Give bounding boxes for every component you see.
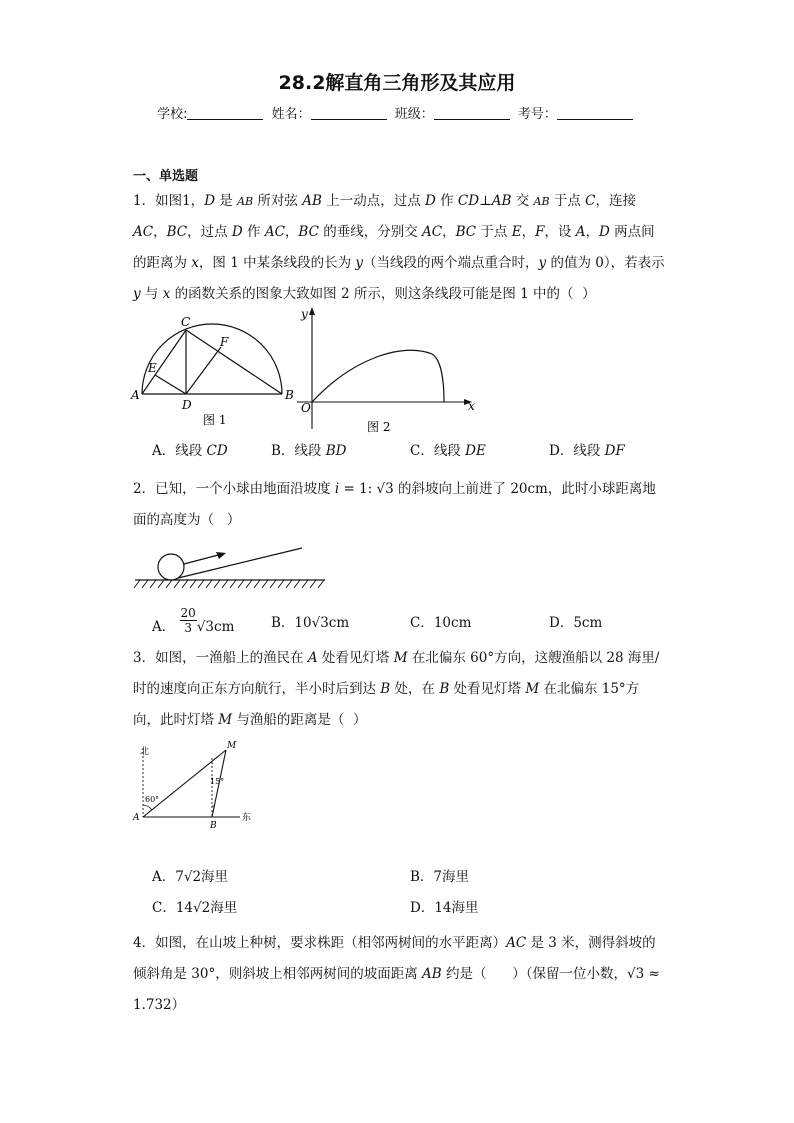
label-A: A: [133, 813, 140, 823]
label-A: A: [131, 388, 140, 402]
question-2-text: 2．已知，一个小球由地面沿坡度 i = 1: √3 的斜坡向上前进了 20cm，此时小球距离地面的高度为（ ）: [133, 481, 656, 528]
east-label: 东: [242, 813, 252, 823]
question-number: 1．: [133, 193, 156, 209]
label-B: B: [210, 821, 217, 831]
figure-1-caption: 图 1: [203, 413, 227, 427]
question-4-text: 4．如图，在山坡上种树，要求株距（相邻两树间的水平距离）AC 是 3 米，测得斜坡的倾斜角是 30°，则斜坡上相邻两树间的坡面距离 AB 约是（ ）（保留一位小数，√3 ≈ 1.732）: [133, 935, 660, 1013]
origin-label: O: [301, 401, 311, 415]
question-number: 3．: [133, 650, 156, 666]
figure-lighthouse: [128, 740, 263, 832]
label-E: E: [148, 361, 157, 375]
page-title: 28.2解直角三角形及其应用: [278, 72, 516, 94]
figure-2-graph: [292, 304, 482, 438]
figure-slope-ball: [130, 542, 330, 594]
question-1-text: 1．如图1，D 是 AB 所对弦 AB 上一动点，过点 D 作 CD⊥AB 交 AB 于点 C，连接 AC，BC，过点 D 作 AC，BC 的垂线，分别交 AC，BC 于点 E，F，设 A，D 两点间的距离为 x，图 1 中某条线段的长为 y（当线段的两个端点重合时，y 的值为 0），若表示 y 与 x 的函数关系的图象大致如图 2 所示，则这条线段可能是图 1 中的（ ）: [133, 193, 665, 302]
label-M: M: [227, 741, 237, 751]
name-label: 姓名：: [271, 107, 311, 122]
class-label: 班级：: [394, 107, 434, 122]
name-blank[interactable]: [311, 107, 387, 120]
exam-number-blank[interactable]: [557, 107, 633, 120]
question-3-text: 3．如图，一渔船上的渔民在 A 处看见灯塔 M 在北偏东 60°方向，这艘渔船以 28 海里/时的速度向正东方向航行，半小时后到达 B 处，在 B 处看见灯塔 M 在北偏东 15°方向，此时灯塔 M 与渔船的距离是（ ）: [133, 650, 660, 728]
school-label: 学校:: [157, 107, 188, 122]
option-c[interactable]: C．线段 DE: [410, 443, 486, 459]
angle-60-label: 60°: [145, 795, 160, 804]
option-c[interactable]: C．14√2海里: [152, 900, 238, 916]
angle-15-label: 15°: [210, 777, 225, 786]
axis-y-label: y: [301, 307, 308, 321]
label-D: D: [182, 398, 192, 412]
north-label: 北: [140, 747, 150, 757]
label-B: B: [285, 388, 294, 402]
label-C: C: [181, 315, 191, 329]
axis-x-label: x: [468, 399, 475, 413]
figure-2-caption: 图 2: [367, 420, 391, 434]
exam-number-label: 考号：: [517, 107, 557, 122]
option-d[interactable]: D．14海里: [410, 900, 479, 916]
option-d[interactable]: D．5cm: [549, 615, 603, 631]
question-number: 2．: [133, 481, 156, 497]
label-F: F: [220, 335, 229, 349]
student-info-row: [0, 103, 794, 122]
option-a[interactable]: A． $\frac{20}{3}$ √3cm: [152, 606, 235, 635]
school-blank[interactable]: [187, 107, 263, 120]
option-a[interactable]: A．线段 CD: [152, 443, 228, 459]
option-b[interactable]: B．10√3cm: [271, 615, 350, 631]
class-blank[interactable]: [434, 107, 510, 120]
question-number: 4．: [133, 935, 156, 951]
figure-1-semicircle: [128, 312, 298, 432]
option-c[interactable]: C．10cm: [410, 615, 472, 631]
section-heading: 一、单选题: [133, 169, 199, 184]
option-b[interactable]: B．线段 BD: [271, 443, 347, 459]
option-b[interactable]: B．7海里: [410, 869, 470, 885]
option-a[interactable]: A．7√2海里: [152, 869, 229, 885]
option-d[interactable]: D．线段 DF: [549, 443, 625, 459]
